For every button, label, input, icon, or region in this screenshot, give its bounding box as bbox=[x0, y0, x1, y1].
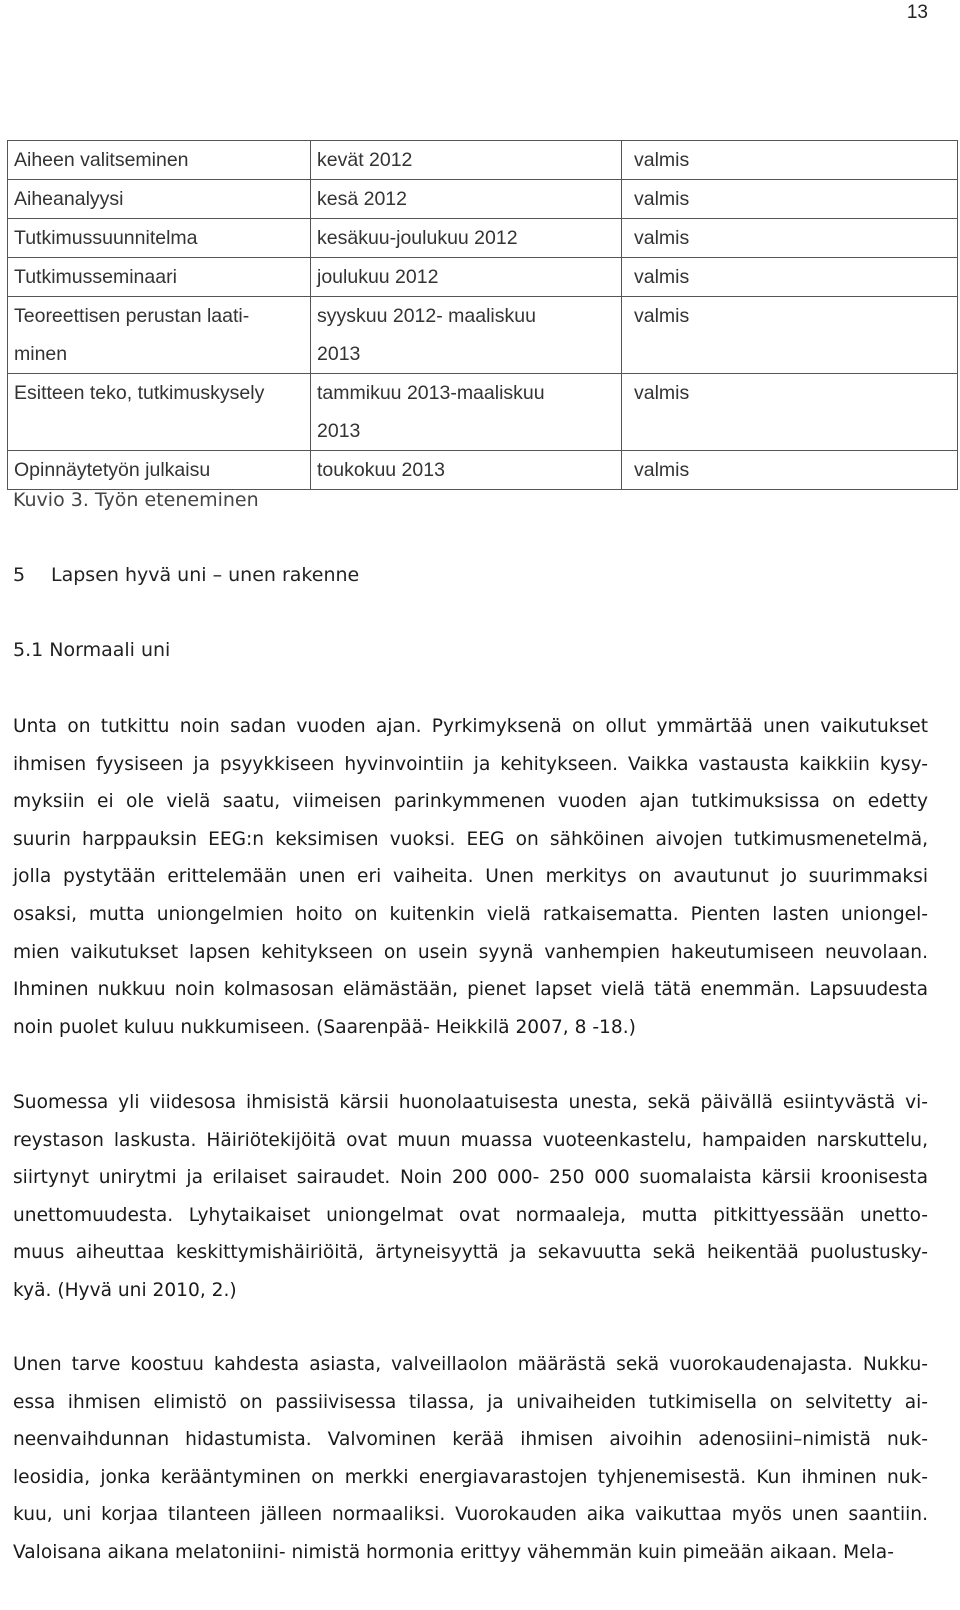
time-cell bbox=[311, 141, 622, 180]
paragraph-line: Unen tarve koostuu kahdesta asiasta, valveillaolon määrästä sekä vuorokaudenajasta. Nukku- bbox=[13, 1354, 928, 1375]
paragraph-line: ihmisen fyysiseen ja psyykkiseen hyvinvointiin ja kehitykseen. Vaikka vastausta kaikkiin kysy- bbox=[13, 753, 928, 775]
paragraph-line: jolla pystytään erittelemään unen eri vaiheita. Unen merkitys on avautunut jo suurimmaksi bbox=[13, 866, 928, 888]
body-paragraph-3 bbox=[13, 1346, 928, 1572]
task-cell bbox=[8, 258, 311, 297]
task-cell bbox=[8, 219, 311, 258]
task-cell bbox=[8, 297, 311, 374]
table-row bbox=[8, 297, 958, 374]
paragraph-line: Valoisana aikana melatoniini- nimistä hormonia erittyy vähemmän kuin pimeään aikaan. Mela- bbox=[13, 1541, 894, 1563]
task-cell bbox=[8, 374, 311, 451]
task-cell-line: Esitteen teko, tutkimuskysely bbox=[14, 382, 265, 404]
paragraph-line: leosidia, jonka kerääntyminen on merkki energiavarastojen tyhjenemisestä. Kun ihminen nuk- bbox=[13, 1466, 928, 1488]
paragraph-line: myksiin ei ole vielä saatu, viimeisen parinkymmenen vuoden ajan tutkimuksissa on edetty bbox=[13, 791, 928, 813]
paragraph-line: essa ihmisen elimistö on passiivisessa tilassa, ja univaiheiden tutkimisella on selvitetty ai- bbox=[13, 1391, 928, 1413]
status-cell-line: valmis bbox=[634, 149, 690, 171]
subsection-heading: 5.1 Normaali uni bbox=[13, 639, 171, 661]
status-cell bbox=[622, 451, 958, 490]
paragraph-line: osaksi, mutta uniongelmien hoito on kuitenkin vielä ratkaisematta. Pienten lasten uniongel- bbox=[13, 903, 928, 925]
time-cell-line: kesäkuu-joulukuu 2012 bbox=[317, 227, 518, 249]
page-number: 13 bbox=[906, 2, 928, 23]
status-cell bbox=[622, 297, 958, 374]
paragraph-line: kuu, uni korjaa tilanteen jälleen normaaliksi. Vuorokauden aika vaikuttaa myös unen saantiin. bbox=[13, 1504, 928, 1526]
task-cell-line: minen bbox=[14, 343, 68, 365]
time-cell-line: 2013 bbox=[317, 420, 361, 442]
task-cell-line: Tutkimusseminaari bbox=[14, 266, 177, 288]
task-cell bbox=[8, 141, 311, 180]
status-cell bbox=[622, 258, 958, 297]
table-row bbox=[8, 258, 958, 297]
time-cell-line: kevät 2012 bbox=[317, 149, 413, 171]
schedule-table bbox=[7, 140, 958, 490]
table-row bbox=[8, 180, 958, 219]
time-cell-line: kesä 2012 bbox=[317, 188, 407, 210]
section-heading bbox=[13, 564, 359, 586]
paragraph-line: kyä. (Hyvä uni 2010, 2.) bbox=[13, 1279, 237, 1301]
time-cell-line: joulukuu 2012 bbox=[317, 266, 439, 288]
time-cell bbox=[311, 219, 622, 258]
status-cell bbox=[622, 219, 958, 258]
section-title: Lapsen hyvä uni – unen rakenne bbox=[51, 564, 360, 586]
status-cell-line: valmis bbox=[634, 227, 690, 249]
body-paragraph-2 bbox=[13, 1084, 928, 1310]
status-cell bbox=[622, 141, 958, 180]
time-cell-line: toukokuu 2013 bbox=[317, 459, 445, 481]
section-number: 5 bbox=[13, 564, 26, 586]
schedule-table-body bbox=[8, 141, 958, 490]
time-cell bbox=[311, 451, 622, 490]
task-cell-line: Tutkimussuunnitelma bbox=[14, 227, 198, 249]
body-paragraph-1 bbox=[13, 708, 928, 1046]
table-row bbox=[8, 219, 958, 258]
task-cell bbox=[8, 451, 311, 490]
paragraph-line: muus aiheuttaa keskittymishäiriöitä, ärtyneisyyttä ja sekavuutta sekä heikentää puolustusky- bbox=[13, 1242, 928, 1264]
status-cell-line: valmis bbox=[634, 266, 690, 288]
time-cell bbox=[311, 258, 622, 297]
status-cell bbox=[622, 180, 958, 219]
paragraph-line: unettomuudesta. Lyhytaikaiset uniongelmat ovat normaaleja, mutta pitkittyessään unetto- bbox=[13, 1204, 928, 1226]
time-cell-line: 2013 bbox=[317, 343, 361, 365]
task-cell-line: Teoreettisen perustan laati- bbox=[14, 305, 250, 327]
paragraph-line: siirtynyt unirytmi ja erilaiset sairaudet. Noin 200 000- 250 000 suomalaista kärsii kroonisesta bbox=[13, 1167, 928, 1189]
figure-caption: Kuvio 3. Työn eteneminen bbox=[13, 489, 259, 511]
time-cell-line: syyskuu 2012- maaliskuu bbox=[317, 305, 536, 327]
table-row bbox=[8, 141, 958, 180]
paragraph-line: Ihminen nukkuu noin kolmasosan elämästään, pienet lapset vielä tätä enemmän. Lapsuudesta bbox=[13, 979, 928, 1001]
paragraph-line: noin puolet kuluu nukkumiseen. (Saarenpää- Heikkilä 2007, 8 -18.) bbox=[13, 1016, 636, 1038]
time-cell bbox=[311, 374, 622, 451]
time-cell bbox=[311, 180, 622, 219]
task-cell bbox=[8, 180, 311, 219]
paragraph-line: Unta on tutkittu noin sadan vuoden ajan. Pyrkimyksenä on ollut ymmärtää unen vaikutukset bbox=[13, 716, 928, 737]
status-cell-line: valmis bbox=[634, 305, 690, 327]
paragraph-line: mien vaikutukset lapsen kehitykseen on usein syynä vanhempien hakeutumiseen neuvolaan. bbox=[13, 941, 928, 963]
table-row bbox=[8, 451, 958, 490]
paragraph-line: Suomessa yli viidesosa ihmisistä kärsii huonolaatuisesta unesta, sekä päivällä esiintyvästä vi- bbox=[13, 1092, 928, 1113]
status-cell-line: valmis bbox=[634, 188, 690, 210]
time-cell bbox=[311, 297, 622, 374]
paragraph-line: reystason laskusta. Häiriötekijöitä ovat muun muassa vuoteenkastelu, hampaiden narskuttelu, bbox=[13, 1129, 928, 1151]
task-cell-line: Aiheen valitseminen bbox=[14, 149, 189, 171]
status-cell bbox=[622, 374, 958, 451]
paragraph-line: neenvaihdunnan hidastumista. Valvominen kerää ihmisen aivoihin adenosiini–nimistä nuk- bbox=[13, 1429, 928, 1451]
time-cell-line: tammikuu 2013-maaliskuu bbox=[317, 382, 545, 404]
paragraph-line: suurin harppauksin EEG:n keksimisen vuoksi. EEG on sähköinen aivojen tutkimusmenetelmä, bbox=[13, 828, 928, 850]
task-cell-line: Opinnäytetyön julkaisu bbox=[14, 459, 211, 481]
status-cell-line: valmis bbox=[634, 459, 690, 481]
status-cell-line: valmis bbox=[634, 382, 690, 404]
table-row bbox=[8, 374, 958, 451]
task-cell-line: Aiheanalyysi bbox=[14, 188, 124, 210]
